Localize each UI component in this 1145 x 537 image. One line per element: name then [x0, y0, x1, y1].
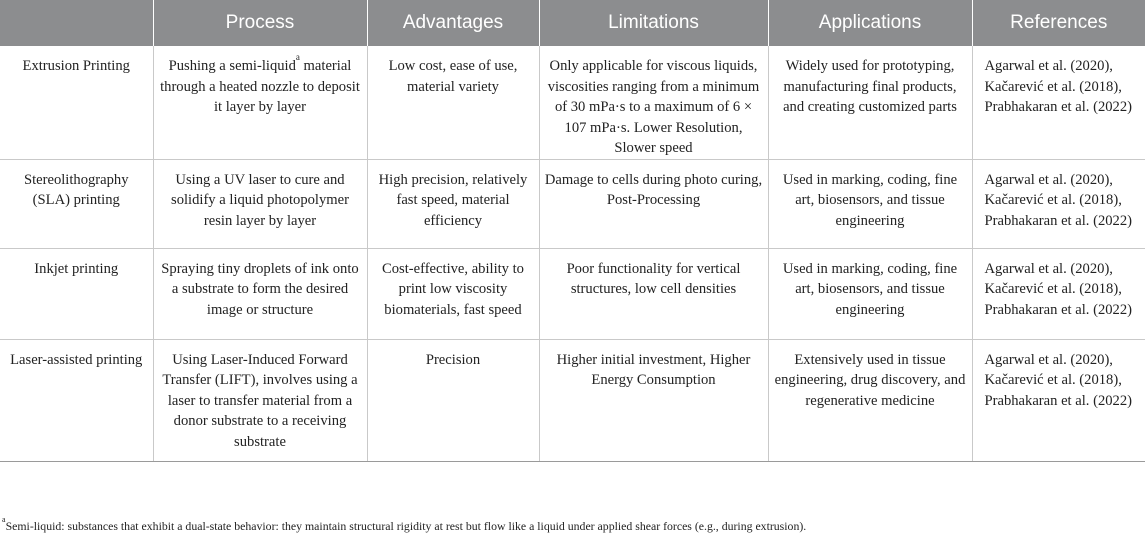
references-cell: Agarwal et al. (2020), Kačarević et al. (2018), Prabhakaran et al. (2022): [972, 46, 1145, 159]
method-cell: Laser-assisted printing: [0, 339, 153, 461]
references-cell: Agarwal et al. (2020), Kačarević et al. (2018), Prabhakaran et al. (2022): [972, 339, 1145, 461]
applications-cell: Widely used for prototyping, manufacturing final products, and creating customized parts: [768, 46, 972, 159]
process-cell: Using a UV laser to cure and solidify a liquid photopolymer resin layer by layer: [153, 159, 367, 248]
method-cell: Inkjet printing: [0, 248, 153, 339]
references-cell: Agarwal et al. (2020), Kačarević et al. (2018), Prabhakaran et al. (2022): [972, 248, 1145, 339]
method-cell: Extrusion Printing: [0, 46, 153, 159]
header-advantages: Advantages: [367, 0, 539, 46]
references-cell: Agarwal et al. (2020), Kačarević et al. (2018), Prabhakaran et al. (2022): [972, 159, 1145, 248]
process-cell: Using Laser-Induced Forward Transfer (LIFT), involves using a laser to transfer material from a donor substrate to a receiving substrate: [153, 339, 367, 461]
advantages-cell: Precision: [367, 339, 539, 461]
applications-cell: Extensively used in tissue engineering, drug discovery, and regenerative medicine: [768, 339, 972, 461]
header-applications: Applications: [768, 0, 972, 46]
applications-cell: Used in marking, coding, fine art, biosensors, and tissue engineering: [768, 159, 972, 248]
method-cell: Stereolithography (SLA) printing: [0, 159, 153, 248]
footnote-marker: a: [2, 515, 6, 525]
process-text: Pushing a semi-liquid: [168, 58, 296, 74]
header-references: References: [972, 0, 1145, 46]
process-cell: Spraying tiny droplets of ink onto a substrate to form the desired image or structure: [153, 248, 367, 339]
advantages-cell: Low cost, ease of use, material variety: [367, 46, 539, 159]
table-row: [0, 339, 1145, 461]
limitations-cell: Damage to cells during photo curing, Post-Processing: [539, 159, 768, 248]
table-footnote: [2, 515, 807, 534]
header-row: [0, 0, 1145, 46]
table-row: [0, 248, 1145, 339]
table-header: [0, 0, 1145, 46]
limitations-cell: Higher initial investment, Higher Energy Consumption: [539, 339, 768, 461]
table-body: [0, 46, 1145, 461]
header-process: Process: [153, 0, 367, 46]
header-method: [0, 0, 153, 46]
header-limitations: Limitations: [539, 0, 768, 46]
advantages-cell: High precision, relatively fast speed, material efficiency: [367, 159, 539, 248]
advantages-cell: Cost-effective, ability to print low viscosity biomaterials, fast speed: [367, 248, 539, 339]
limitations-cell: Poor functionality for vertical structures, low cell densities: [539, 248, 768, 339]
footnote-text: Semi-liquid: substances that exhibit a dual-state behavior: they maintain structural rigidity at rest but flow like a liquid under applied shear forces (e.g., during extrusion).: [5, 519, 807, 533]
table-row: [0, 159, 1145, 248]
process-text-cont: material through a heated nozzle to deposit it layer by layer: [160, 58, 360, 115]
table-row: [0, 46, 1145, 159]
footnote-marker: a: [295, 52, 300, 63]
process-cell: [153, 46, 367, 159]
limitations-cell: Only applicable for viscous liquids, viscosities ranging from a minimum of 30 mPa·s to a maximum of 6 × 107 mPa·s. Lower Resolution, Slower speed: [539, 46, 768, 159]
applications-cell: Used in marking, coding, fine art, biosensors, and tissue engineering: [768, 248, 972, 339]
